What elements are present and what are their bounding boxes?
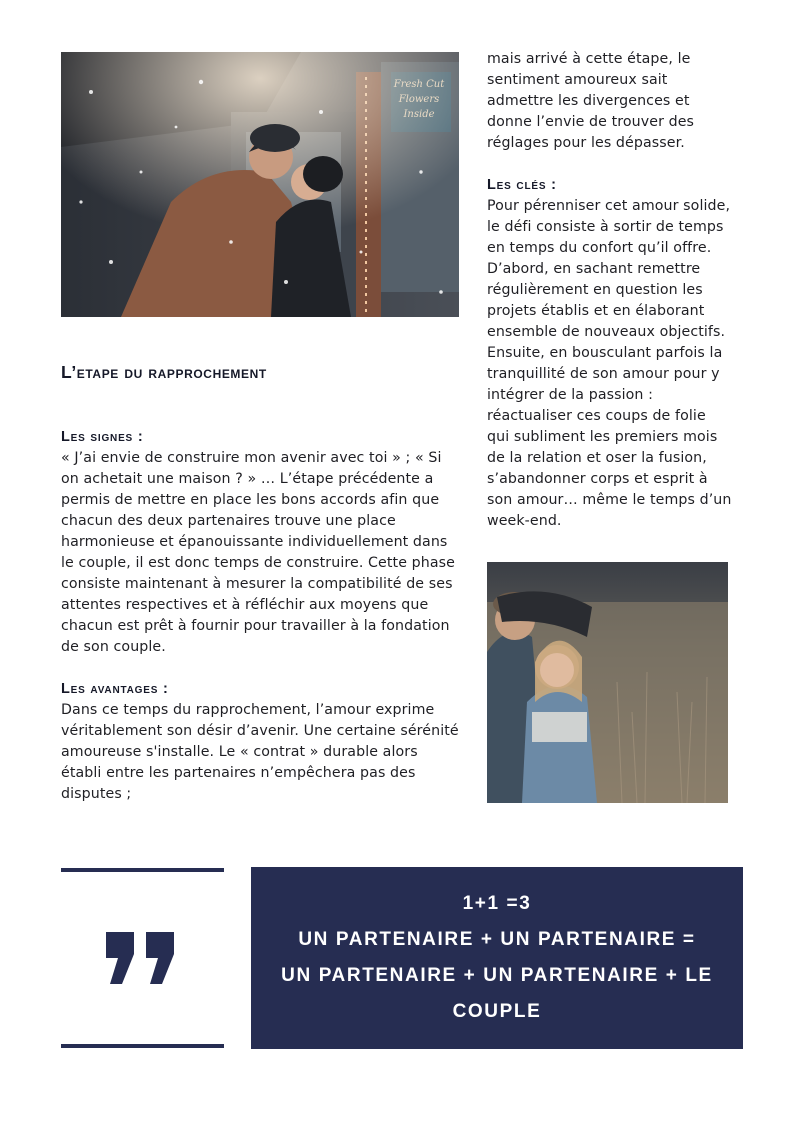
avantages-continued-text: mais arrivé à cette étape, le sentiment amoureux sait admettre les divergences et donne l’envie de trouver des réglages pour les dépasser. bbox=[487, 51, 695, 151]
signes-text: « J’ai envie de construire mon avenir avec toi » ; « Si on achetait une maison ? » … L’étape précédente a permis de mettre en place les bons accords afin que chacun des deux partenaires trouve une place harmonieuse et épanouissante individuellement dans le couple, il est donc temps de construire. Cette phase consiste maintenant à mesurer la compatibilité de ses attentes respectives et à réfléchir aux moyens que chacun est prêt à fournir pour travailler à la fondation de son couple. bbox=[61, 450, 455, 655]
quote-line-two: UN PARTENAIRE + UN PARTENAIRE = bbox=[298, 929, 696, 950]
right-column bbox=[487, 49, 732, 532]
quote-box bbox=[251, 867, 743, 1049]
section-title: L’etape du rapprochement bbox=[61, 362, 267, 382]
quote-line-three: UN PARTENAIRE + UN PARTENAIRE + LE COUPLE bbox=[281, 965, 713, 1022]
signes-block bbox=[61, 427, 461, 658]
couple-field-photo bbox=[487, 562, 728, 803]
couple-snow-photo bbox=[61, 52, 459, 317]
left-column bbox=[61, 427, 461, 805]
quote-line-equation: 1+1 =3 bbox=[462, 893, 532, 914]
avantages-block bbox=[61, 679, 461, 805]
couple-field-illustration bbox=[487, 562, 728, 803]
signes-label: Les signes : bbox=[61, 429, 144, 445]
avantages-label: Les avantages : bbox=[61, 681, 169, 697]
quote-rule-top bbox=[61, 868, 224, 872]
cles-label: Les clés : bbox=[487, 177, 557, 193]
quote-rule-bottom bbox=[61, 1044, 224, 1048]
closing-quote-icon bbox=[100, 928, 184, 988]
avantages-text: Dans ce temps du rapprochement, l’amour exprime véritablement son désir d’avenir. Une certaine sérénité amoureuse s'installe. Le « contrat » durable alors établi entre les partenaires n’empêchera pas des disputes ; bbox=[61, 702, 459, 802]
cles-block bbox=[487, 175, 732, 532]
couple-snow-illustration bbox=[61, 52, 459, 317]
cles-text: Pour pérenniser cet amour solide, le défi consiste à sortir de temps en temps du confort qu’il offre. D’abord, en sachant remettre régulièrement en question les projets établis et en élaborant ensemble de nouveaux objectifs. Ensuite, en bousculant parfois la tranquillité de son amour pour y intégrer de la passion : réactualiser ces coups de folie qui subliment les premiers mois de la relation et oser la fusion, s’abandonner corps et esprit à son amour… même le temps d’un week-end. bbox=[487, 198, 732, 529]
